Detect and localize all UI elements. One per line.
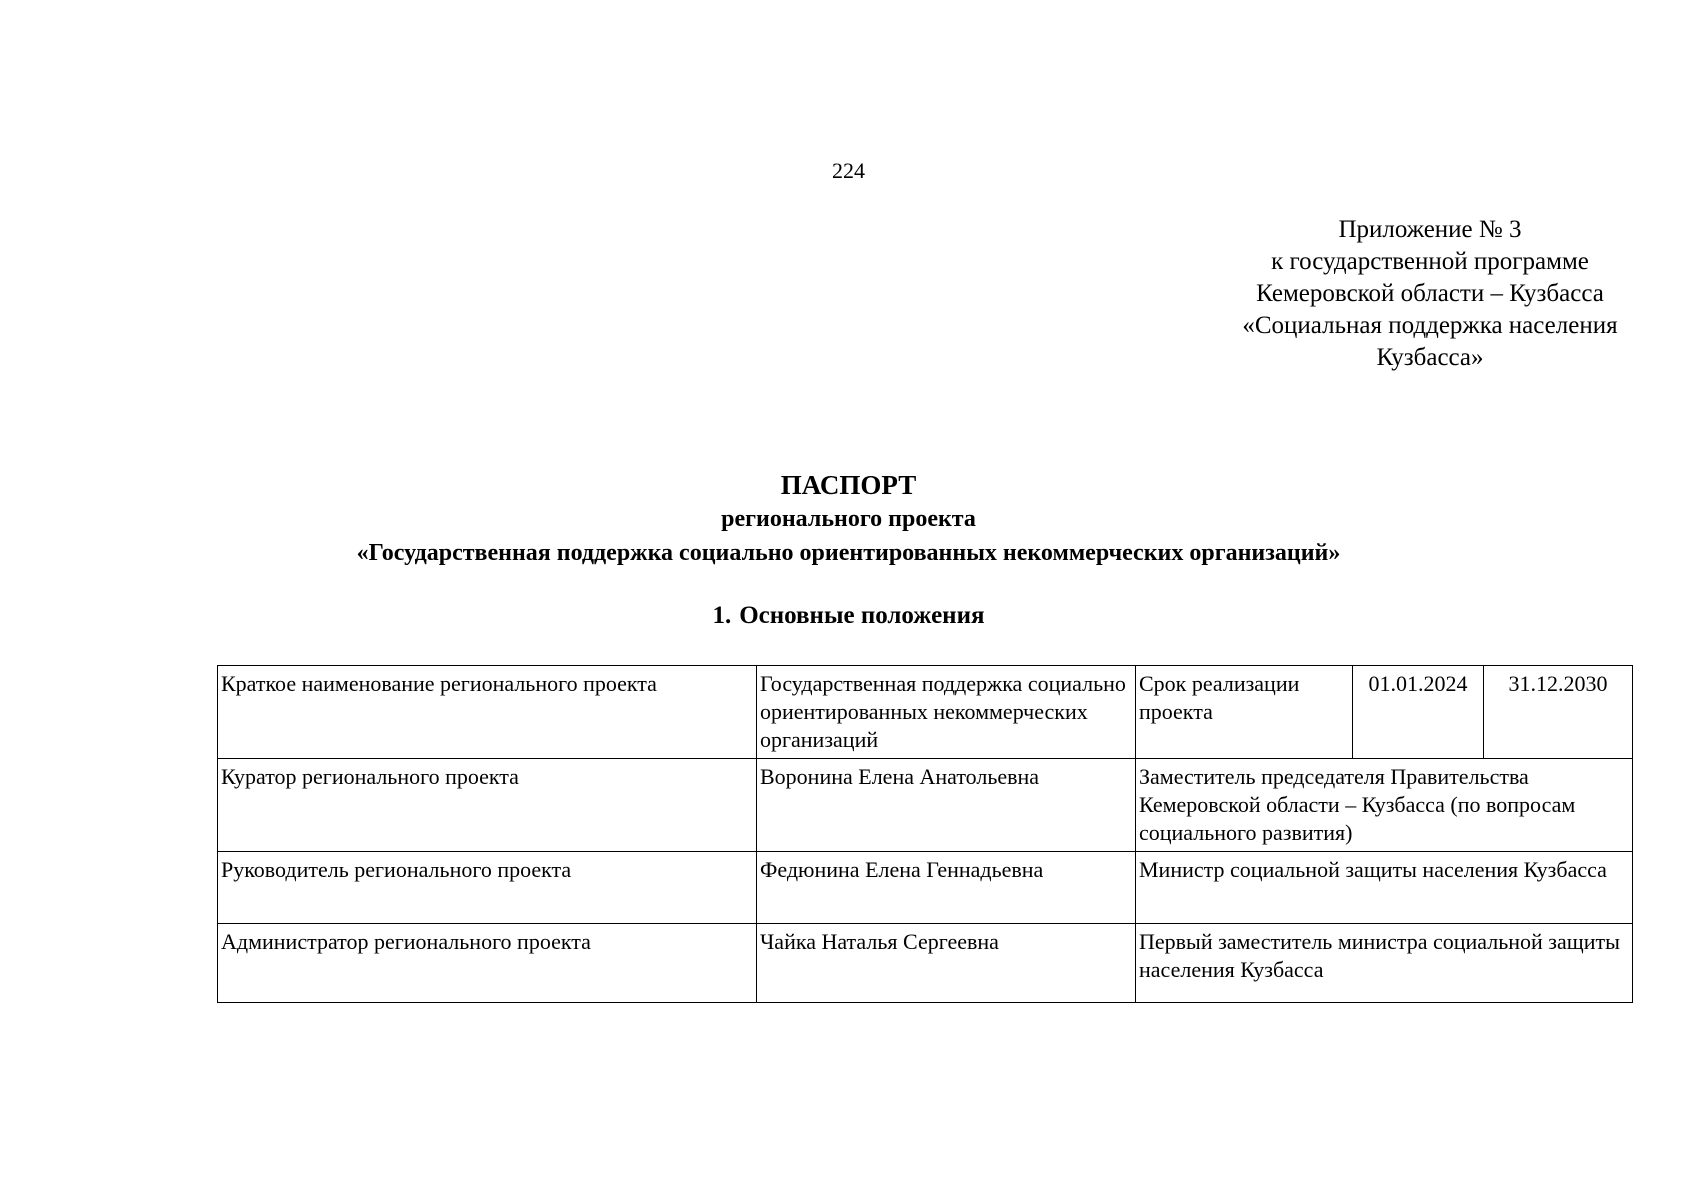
table-cell-label: Краткое наименование регионального проекта [218,666,757,759]
table-cell-label: Куратор регионального проекта [218,759,757,852]
table-cell-person: Воронина Елена Анатольевна [757,759,1136,852]
section-title: Основные положения [739,602,985,629]
appendix-block [1150,214,1697,374]
table-cell-position: Министр социальной защиты населения Кузбасса [1136,852,1633,924]
document-subtitle: регионального проекта [721,506,976,532]
table-cell-person: Чайка Наталья Сергеевна [757,924,1136,1003]
table-cell-end-date: 31.12.2030 [1484,666,1633,759]
table-cell-person: Федюнина Елена Геннадьевна [757,852,1136,924]
appendix-line: «Социальная поддержка населения [1242,312,1618,339]
appendix-line: Кузбасса» [1376,344,1484,371]
table-row [218,666,1633,759]
document-title: ПАСПОРТ [780,470,917,500]
table-cell-position: Первый заместитель министра социальной защиты населения Кузбасса [1136,924,1633,1003]
document-title-block [0,468,1697,570]
project-name: «Государственная поддержка социально ориентированных некоммерческих организаций» [356,540,1341,566]
table-cell-label: Администратор регионального проекта [218,924,757,1003]
table-cell-term-label: Срок реализации проекта [1136,666,1353,759]
section-heading [0,600,1697,632]
appendix-line: Кемеровской области – Кузбасса [1256,280,1604,307]
table-row [218,924,1633,1003]
table-cell-project-short-name: Государственная поддержка социально ориентированных некоммерческих организаций [757,666,1136,759]
page-number: 224 [832,158,865,183]
table-cell-position: Заместитель председателя Правительства Кемеровской области – Кузбасса (по вопросам социального развития) [1136,759,1633,852]
table-cell-start-date: 01.01.2024 [1353,666,1484,759]
table-cell-label: Руководитель регионального проекта [218,852,757,924]
project-passport-table [217,665,1633,1003]
table-row [218,852,1633,924]
section-number: 1. [712,602,732,629]
table-row [218,759,1633,852]
appendix-line: к государственной программе [1271,248,1589,275]
appendix-line: Приложение № 3 [1338,216,1522,243]
